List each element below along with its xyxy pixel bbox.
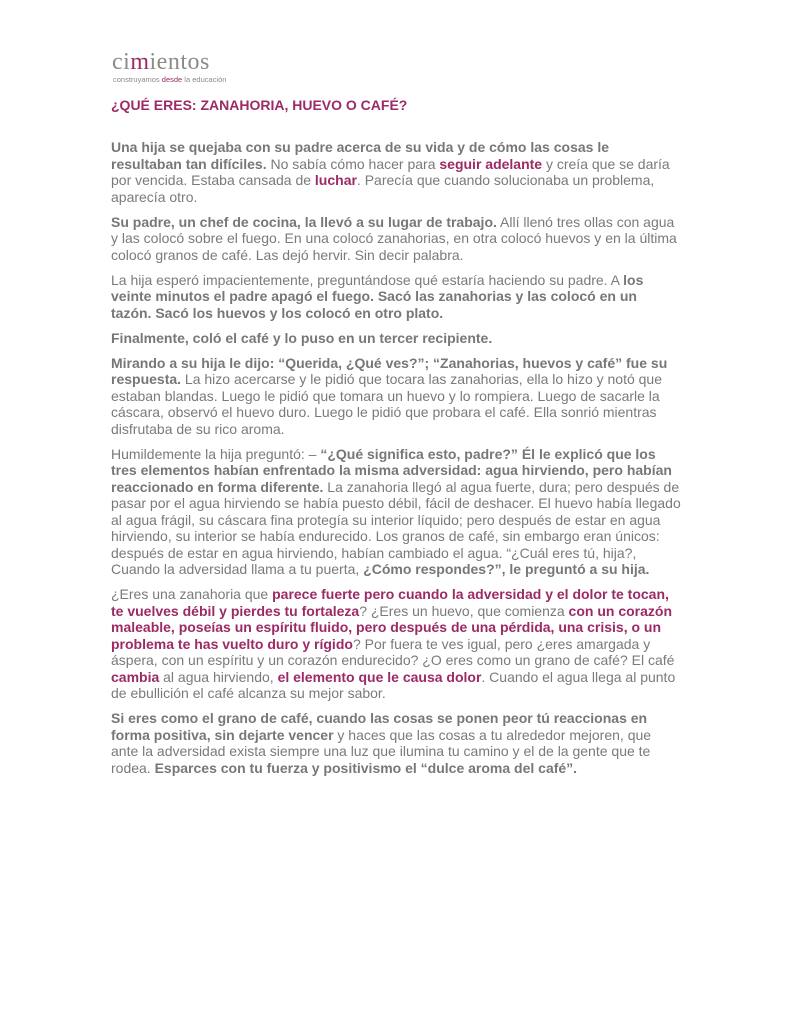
highlighted-text: con un corazón maleable, poseías un espíritu fluido, pero después de una pérdida, una crisis, o un problema te has vuelto duro y rígido [111,602,672,652]
body-text: . Parecía que cuando solucionaba un problema, aparecía otro. [111,172,655,205]
body-text: Allí llenó tres ollas con agua y las colocó sobre el fuego. En una colocó zanahorias, en otra colocó huevos y en la última colocó granos de café. Las dejó hervir. Sin decir palabra. [111,213,677,263]
highlighted-text: seguir adelante [439,155,543,172]
bold-text: Mirando a su hija le dijo: “Querida, ¿Qué ves?”; “Zanahorias, huevos y café” fue su respuesta. [111,354,668,387]
highlighted-text: parece fuerte pero cuando la adversidad y el dolor te tocan, te vuelves débil y pierdes tu fortaleza [111,586,669,619]
body-text: La hizo acercarse y le pidió que tocara las zanahorias, ella lo hizo y notó que estaban blandas. Luego le pidió que tomara un huevo y lo rompiera. Luego de sacarle la cáscara, observó el huevo duro. Luego le pidió que probara el café. Ella sonrió mientras disfrutaba de su rico aroma. [111,371,663,437]
highlighted-text: cambia [111,668,160,685]
bold-text: Esparces con tu fuerza y positivismo el “dulce aroma del café”. [154,759,578,776]
bold-text: Finalmente, coló el café y lo puso en un tercer recipiente. [111,329,493,346]
logo-tagline: construyamos desde la educación [113,75,227,84]
highlighted-text: luchar [314,172,357,188]
paragraph [111,139,681,205]
body-text: al agua hirviendo, [159,668,278,685]
highlighted-text: el elemento que le causa dolor [277,668,482,685]
paragraph [111,355,681,438]
logo-wordmark: cimientos [112,49,210,75]
bold-text: Una hija se quejaba con su padre acerca de su vida y de cómo las cosas le resultaban tan difíciles. [111,139,609,172]
body-text: ? Por fuera te ves igual, pero ¿eres amargada y áspera, con un espíritu y un corazón endurecido? ¿O eres como un grano de café? El café [111,635,675,668]
bold-text: “¿Qué significa esto, padre?” Él le explicó que los tres elementos habían enfrentado la misma adversidad: agua hirviendo, pero habían reaccionado en forma diferente. [111,445,672,495]
paragraph [111,586,681,702]
bold-text: los veinte minutos el padre apagó el fuego. Sacó las zanahorias y las colocó en un tazón. Sacó los huevos y los colocó en otro plato. [111,271,644,321]
paragraph [111,710,681,776]
body-text: . Cuando el agua llega al punto de ebullición el café alcanza su mejor sabor. [111,668,676,701]
body-text: No sabía cómo hacer para [266,155,440,172]
document-body [111,139,681,785]
body-text: ¿Eres una zanahoria que [111,586,273,602]
body-text: y creía que se daría por vencida. Estaba cansada de [111,155,670,188]
bold-text: Si eres como el grano de café, cuando las cosas se ponen peor tú reaccionas en forma positiva, sin dejarte vencer [111,710,648,743]
bold-text: ¿Cómo respondes?”, le preguntó a su hija. [363,561,650,577]
body-text: Humildemente la hija preguntó: – [111,445,321,462]
body-text: y haces que las cosas a tu alrededor mejoren, que ante la adversidad exista siempre una luz que ilumina tu camino y el de la gente que te rodea. [111,726,652,776]
body-text: La zanahoria llegó al agua fuerte, dura; pero después de pasar por el agua hirviendo se había puesto débil, fácil de deshacer. El huevo había llegado al agua frágil, su cáscara fina protegía su interior líquido; pero después de estar en agua hirviendo, su interior se había endurecido. Los granos de café, sin embargo eran únicos: después de estar en agua hirviendo, habían cambiado el agua. “¿Cuál eres tú, hija?, Cuando la adversidad llama a tu puerta, [111,478,681,577]
bold-text: Su padre, un chef de cocina, la llevó a su lugar de trabajo. [111,213,497,230]
document-title: ¿QUÉ ERES: ZANAHORIA, HUEVO O CAFÉ? [111,97,408,113]
paragraph [111,330,681,347]
cimientos-logo [112,50,272,84]
body-text: La hija esperó impacientemente, preguntándose qué estaría haciendo su padre. A [111,271,624,288]
body-text: ? ¿Eres un huevo, que comienza [359,602,569,619]
paragraph [111,446,681,578]
paragraph [111,214,681,264]
paragraph [111,272,681,322]
